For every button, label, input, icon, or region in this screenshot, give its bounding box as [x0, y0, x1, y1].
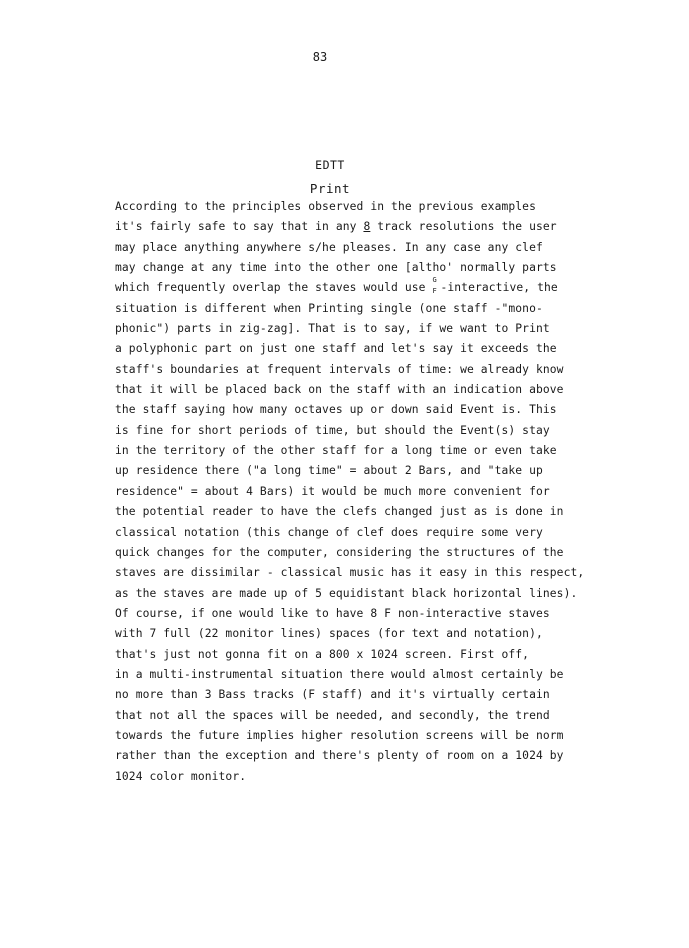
text-line: may place anything anywhere s/he pleases. In any case any clef — [115, 240, 543, 254]
section-heading: EDTT — [315, 158, 345, 172]
text-line: towards the future implies higher resolution screens will be norm — [115, 728, 564, 742]
text-line — [115, 278, 575, 298]
text-line: may change at any time into the other one [altho' normally parts — [115, 261, 557, 275]
fraction-bottom: F — [432, 287, 437, 296]
text-line: According to the principles observed in the previous examples — [115, 200, 536, 213]
text-line: no more than 3 Bass tracks (F staff) and it's virtually certain — [115, 688, 550, 702]
fraction-top: G — [432, 276, 437, 285]
text-line: as the staves are made up of 5 equidistant black horizontal lines). — [115, 586, 578, 600]
text-line: in a multi-instrumental situation there would almost certainly be — [115, 667, 564, 681]
text-line: residence" = about 4 Bars) it would be much more convenient for — [115, 484, 550, 498]
text-line: with 7 full (22 monitor lines) spaces (for text and notation), — [115, 627, 543, 641]
text-segment: track resolutions the user — [370, 220, 557, 234]
underlined-number: 8 — [363, 220, 371, 234]
page-number: 83 — [312, 50, 328, 64]
text-line: phonic") parts in zig-zag]. That is to say, if we want to Print — [115, 322, 550, 336]
text-line: that it will be placed back on the staff with an indication above — [115, 383, 564, 397]
section-subheading: Print — [309, 181, 351, 196]
stacked-clef-fraction — [432, 276, 440, 296]
text-line: Of course, if one would like to have 8 F non-interactive staves — [115, 606, 550, 620]
text-line: classical notation (this change of clef does require some very — [115, 525, 543, 539]
text-line: the staff saying how many octaves up or down said Event is. This — [115, 403, 557, 417]
text-line: in the territory of the other staff for a long time or even take — [115, 444, 557, 458]
text-line: staves are dissimilar - classical music has it easy in this respect, — [115, 566, 585, 580]
text-line: that not all the spaces will be needed, and secondly, the trend — [115, 708, 550, 722]
body-text — [115, 197, 585, 787]
text-segment: which frequently overlap the staves would use — [115, 281, 433, 295]
text-line: situation is different when Printing single (one staff -"mono- — [115, 301, 543, 315]
text-segment: -interactive, the — [440, 281, 558, 295]
text-line: staff's boundaries at frequent intervals of time: we already know — [115, 362, 564, 376]
text-line: quick changes for the computer, considering the structures of the — [115, 545, 564, 559]
text-line — [115, 217, 575, 237]
text-line: is fine for short periods of time, but should the Event(s) stay — [115, 423, 550, 437]
text-line: rather than the exception and there's plenty of room on a 1024 by — [115, 749, 564, 763]
text-line: the potential reader to have the clefs changed just as is done in — [115, 505, 564, 519]
text-line: up residence there ("a long time" = about 2 Bars, and "take up — [115, 464, 543, 478]
text-line: that's just not gonna fit on a 800 x 1024 screen. First off, — [115, 647, 530, 661]
text-line: 1024 color monitor. — [115, 769, 247, 783]
text-segment: it's fairly safe to say that in any — [115, 220, 364, 234]
text-line: a polyphonic part on just one staff and let's say it exceeds the — [115, 342, 557, 356]
